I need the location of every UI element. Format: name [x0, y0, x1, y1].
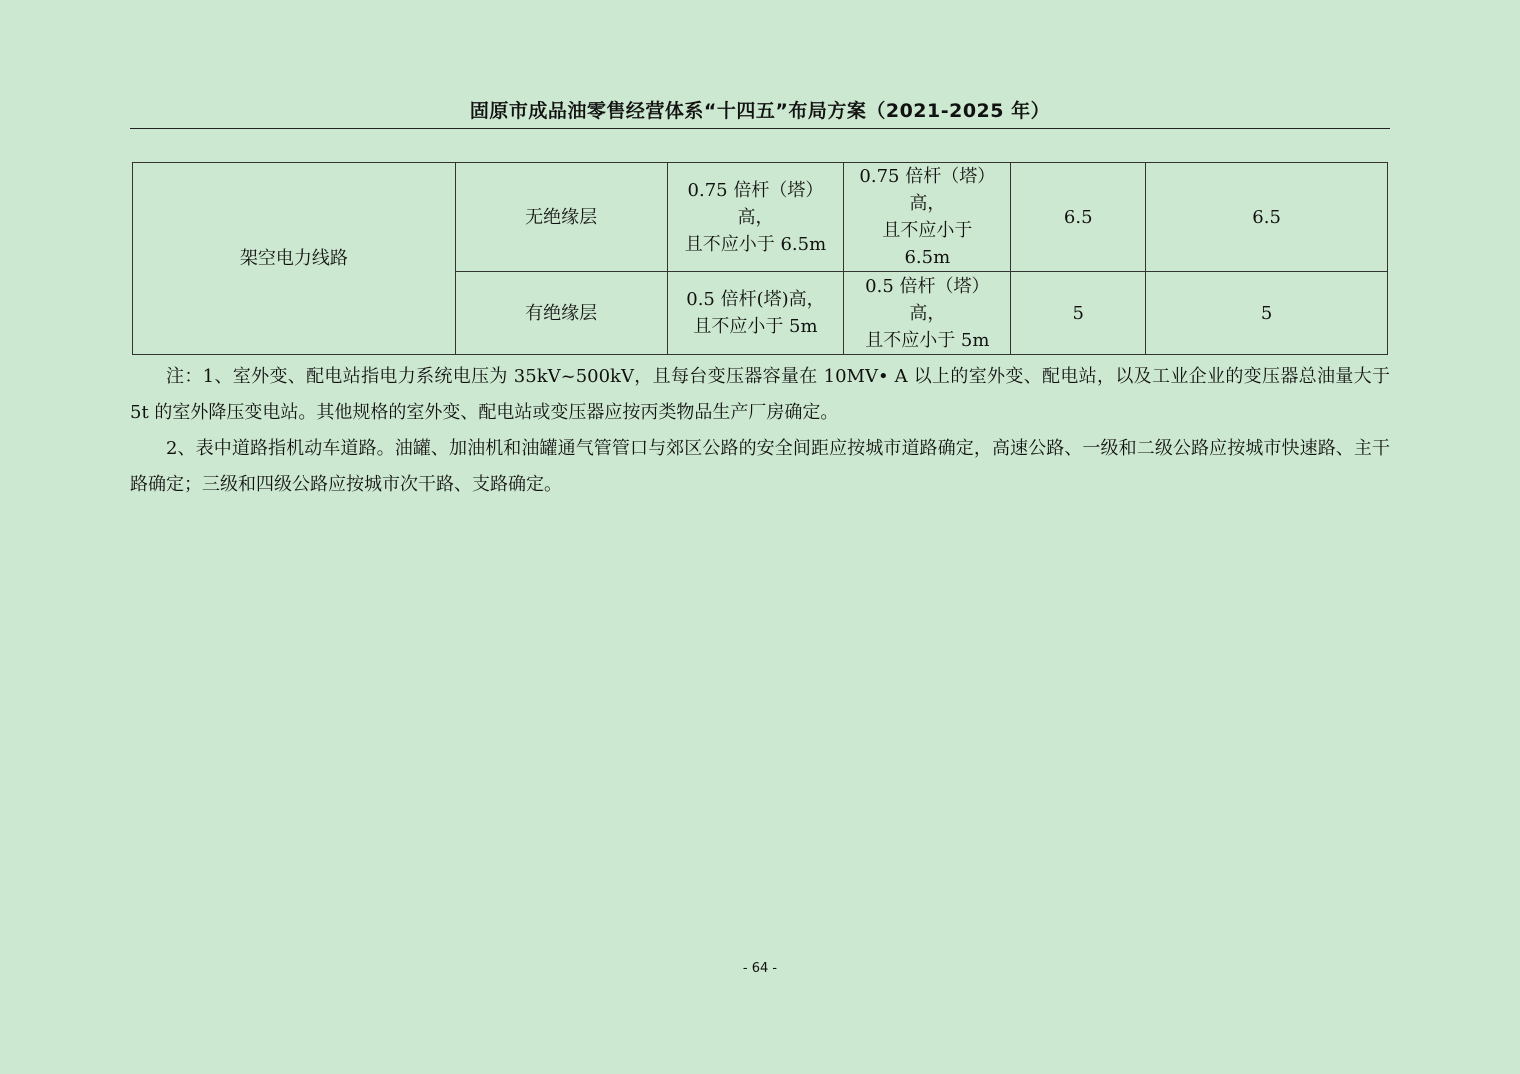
- cell-line: 且不应小于: [882, 220, 973, 241]
- note-paragraph: 2、表中道路指机动车道路。油罐、加油机和油罐通气管管口与郊区公路的安全间距应按城市道路确定，高速公路、一级和二级公路应按城市快速路、主干路确定；三级和四级公路应按城市次干路、支路确定。: [130, 438, 1390, 495]
- cell-line: 高，: [909, 302, 946, 324]
- distance-cell: 6.5: [1146, 163, 1388, 272]
- cell-line: 且不应小于 6.5m: [684, 233, 827, 255]
- document-header-title: 固原市成品油零售经营体系“十四五”布局方案（2021-2025 年）: [469, 100, 1051, 122]
- category-cell: 架空电力线路: [133, 163, 456, 355]
- page-number: - 64 -: [742, 961, 778, 976]
- note-paragraph: 注：1、室外变、配电站指电力系统电压为 35kV~500kV，且每台变压器容量在 10MV• A 以上的室外变、配电站，以及工业企业的变压器总油量大于 5t 的室外降压变电站。其他规格的室外变、配电站或变压器应按丙类物品生产厂房确定。: [130, 366, 1390, 423]
- cell-line: 高，: [909, 193, 946, 214]
- cell-line: 0.75 倍杆（塔）: [687, 179, 824, 201]
- cell-line: 6.5m: [904, 247, 951, 268]
- table-notes: [130, 359, 1390, 503]
- header-divider: [130, 128, 1390, 129]
- cell-line: 高，: [737, 206, 774, 228]
- type-cell: 无绝缘层: [455, 163, 667, 272]
- safety-distance-table: [132, 162, 1388, 355]
- table-row: [133, 163, 1388, 272]
- distance-cell: [844, 163, 1011, 272]
- distance-cell: 5: [1011, 272, 1146, 355]
- cell-line: 且不应小于 5m: [693, 316, 818, 337]
- cell-line: 且不应小于 5m: [865, 329, 990, 351]
- cell-line: 0.75 倍杆（塔）: [859, 166, 996, 187]
- distance-cell: 6.5: [1011, 163, 1146, 272]
- distance-cell: 5: [1146, 272, 1388, 355]
- cell-line: 0.5 倍杆(塔)高，: [686, 289, 825, 310]
- distance-cell: [844, 272, 1011, 355]
- distance-cell: [667, 272, 844, 355]
- cell-line: 0.5 倍杆（塔）: [865, 275, 990, 297]
- distance-cell: [667, 163, 844, 272]
- type-cell: 有绝缘层: [455, 272, 667, 355]
